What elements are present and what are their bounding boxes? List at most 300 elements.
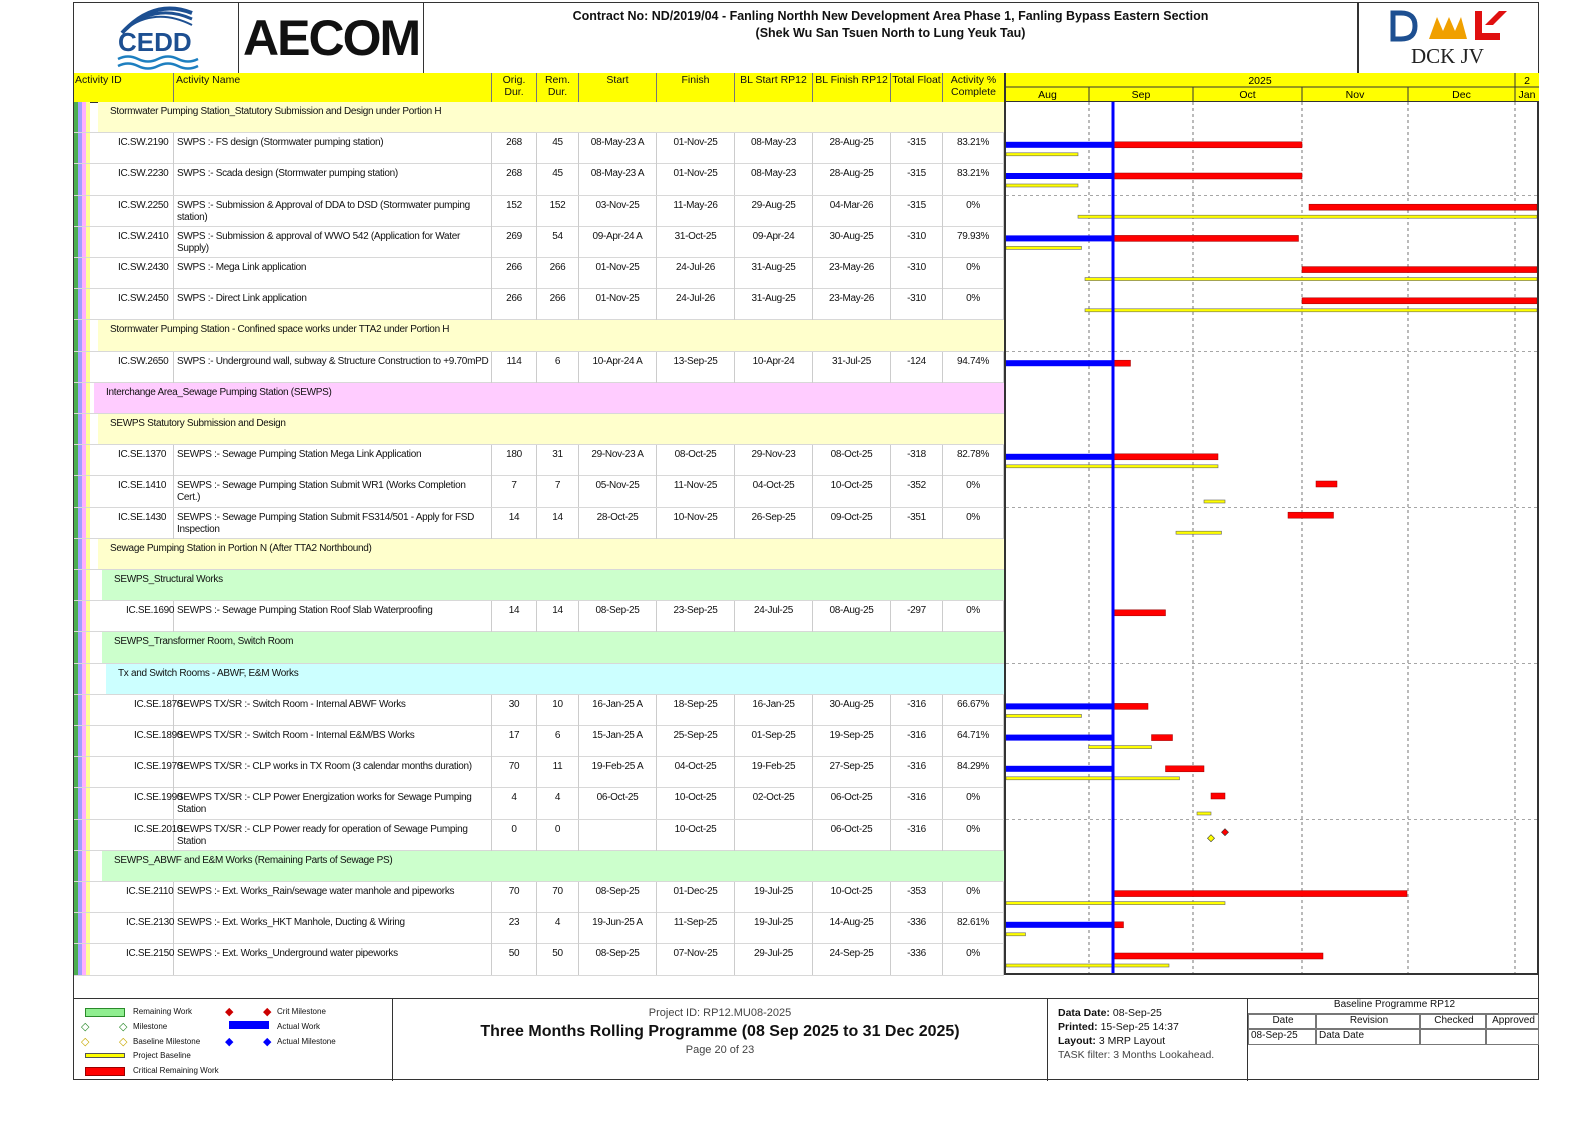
table-row[interactable] — [74, 601, 1004, 632]
actual-milestone-icon: ◆ — [225, 1036, 234, 1048]
baseline-bar — [1085, 278, 1537, 281]
cell-rd: 31 — [537, 445, 579, 476]
cell-name: SEWPS :- Sewage Pumping Station Mega Link Application — [174, 445, 492, 476]
table-row[interactable] — [74, 352, 1004, 383]
cell-finish: 31-Oct-25 — [657, 227, 735, 258]
activity-table — [74, 102, 1004, 975]
cell-id: IC.SW.2410 — [98, 227, 174, 258]
cell-rd: 54 — [537, 227, 579, 258]
rev-header-checked: Checked — [1420, 1014, 1486, 1029]
cell-pc: 0% — [943, 944, 1004, 975]
wbs-band[interactable] — [74, 570, 1004, 601]
cell-finish: 01-Dec-25 — [657, 882, 735, 913]
cell-id: IC.SE.1870 — [106, 695, 174, 726]
printed-date: 15-Sep-25 14:37 — [1100, 1021, 1179, 1033]
cell-blf: 30-Aug-25 — [813, 695, 891, 726]
cell-id: IC.SE.2110 — [102, 882, 174, 913]
cell-blf: 24-Sep-25 — [813, 944, 891, 975]
cell-blf: 23-May-26 — [813, 289, 891, 320]
legend-critical-swatch — [85, 1067, 125, 1076]
col-activity-name[interactable]: Activity Name — [174, 73, 492, 102]
critical-bar — [1113, 703, 1148, 709]
cell-bls: 29-Nov-23 — [735, 445, 813, 476]
rev-header-approved: Approved — [1486, 1014, 1539, 1029]
cell-pc: 82.61% — [943, 913, 1004, 944]
cell-start: 09-Apr-24 A — [579, 227, 657, 258]
cell-id: IC.SE.1690 — [102, 601, 174, 632]
cell-finish: 24-Jul-26 — [657, 258, 735, 289]
cell-od: 17 — [492, 726, 537, 757]
contract-line-2: (Shek Wu San Tsuen North to Lung Yeuk Tau) — [755, 26, 1026, 40]
cell-id: IC.SE.1410 — [98, 476, 174, 507]
cell-od: 7 — [492, 476, 537, 507]
cell-start: 08-Sep-25 — [579, 944, 657, 975]
level-stripe — [86, 445, 90, 475]
critical-bar — [1302, 298, 1537, 304]
legend-box — [73, 999, 393, 1081]
cell-bls: 01-Sep-25 — [735, 726, 813, 757]
critical-bar — [1113, 454, 1218, 460]
gantt-svg — [1006, 102, 1537, 973]
cell-name: SEWPS :- Sewage Pumping Station Submit WR1 (Works Completion Cert.) — [174, 476, 492, 507]
cell-rd: 0 — [537, 820, 579, 851]
project-id: Project ID: RP12.MU08-2025 — [648, 1007, 792, 1019]
table-row[interactable] — [74, 882, 1004, 913]
cell-start: 08-May-23 A — [579, 133, 657, 164]
table-row[interactable] — [74, 695, 1004, 726]
cell-pc: 0% — [943, 508, 1004, 539]
col-bl-finish[interactable]: BL Finish RP12 — [813, 73, 891, 102]
level-stripe — [86, 414, 90, 444]
level-stripe — [86, 820, 90, 850]
level-stripe — [86, 913, 90, 943]
rev-header-revision: Revision — [1316, 1014, 1420, 1029]
cell-od: 180 — [492, 445, 537, 476]
cell-id: IC.SE.2150 — [102, 944, 174, 975]
critical-bar — [1113, 360, 1131, 366]
table-row[interactable] — [74, 820, 1004, 851]
table-row[interactable] — [74, 445, 1004, 476]
cell-name: SEWPS TX/SR :- Switch Room - Internal E&M/BS Works — [174, 726, 492, 757]
level-stripe — [86, 289, 90, 319]
dck-logo-text: DCK JV — [1411, 44, 1484, 68]
cell-rd: 152 — [537, 196, 579, 227]
cell-pc: 66.67% — [943, 695, 1004, 726]
critical-bar — [1316, 481, 1337, 487]
level-stripe — [86, 164, 90, 194]
cell-tf: -310 — [891, 258, 943, 289]
cedd-logo-graphic — [74, 3, 239, 73]
cell-name: SEWPS :- Ext. Works_Underground water pipeworks — [174, 944, 492, 975]
critical-bar — [1211, 793, 1225, 799]
legend-actual-swatch — [229, 1021, 269, 1029]
rev-approved — [1486, 1029, 1539, 1045]
cell-od: 50 — [492, 944, 537, 975]
wbs-band[interactable] — [74, 414, 1004, 445]
baseline-bar — [1006, 902, 1225, 905]
milestone-icon: ◇ — [81, 1021, 90, 1033]
baseline-bar — [1085, 309, 1537, 312]
level-stripe — [86, 476, 90, 506]
cell-pc: 82.78% — [943, 445, 1004, 476]
cell-start — [579, 820, 657, 851]
cell-start: 03-Nov-25 — [579, 196, 657, 227]
critical-bar — [1166, 766, 1205, 772]
cell-od: 14 — [492, 601, 537, 632]
cell-tf: -310 — [891, 227, 943, 258]
critical-bar — [1113, 953, 1323, 959]
cell-blf: 28-Aug-25 — [813, 133, 891, 164]
cell-bls: 29-Jul-25 — [735, 944, 813, 975]
level-stripe — [86, 851, 90, 881]
wbs-band[interactable] — [74, 320, 1004, 351]
wbs-title: SEWPS_ABWF and E&M Works (Remaining Parts of Sewage PS) — [114, 854, 393, 866]
level-stripe — [86, 757, 90, 787]
cell-pc: 84.29% — [943, 757, 1004, 788]
cell-pc: 0% — [943, 476, 1004, 507]
wbs-title: Stormwater Pumping Station_Statutory Submission and Design under Portion H — [110, 106, 442, 117]
col-pct-complete[interactable]: Activity % Complete — [950, 74, 997, 98]
cell-bls: 31-Aug-25 — [735, 289, 813, 320]
level-stripe — [86, 632, 90, 662]
cell-tf: -316 — [891, 757, 943, 788]
cell-id: IC.SE.1990 — [106, 788, 174, 819]
cell-od: 70 — [492, 882, 537, 913]
level-stripe — [86, 664, 90, 694]
table-row[interactable] — [74, 913, 1004, 944]
actual-bar — [1006, 360, 1113, 366]
cell-tf: -315 — [891, 164, 943, 195]
milestone-icon-2: ◇ — [119, 1021, 128, 1033]
revision-block — [1248, 999, 1539, 1081]
cell-start: 08-Sep-25 — [579, 601, 657, 632]
report-footer — [73, 998, 1539, 1081]
baseline-bar — [1006, 964, 1169, 967]
cell-id: IC.SE.2130 — [102, 913, 174, 944]
cell-blf: 10-Oct-25 — [813, 476, 891, 507]
cell-finish: 01-Nov-25 — [657, 133, 735, 164]
year-label: 2025 — [1248, 75, 1272, 87]
wbs-band[interactable] — [74, 102, 1004, 133]
aecom-logo — [239, 3, 424, 73]
level-stripe — [86, 601, 90, 631]
critical-bar — [1113, 142, 1302, 148]
cell-finish: 10-Oct-25 — [657, 820, 735, 851]
legend-milestone: Milestone — [133, 1022, 168, 1031]
cell-tf: -315 — [891, 196, 943, 227]
contract-line-1: Contract No: ND/2019/04 - Fanling Northh New Development Area Phase 1, Fanling Bypass Eastern Section — [572, 9, 1209, 23]
table-row[interactable] — [74, 726, 1004, 757]
cell-id: IC.SE.1970 — [106, 757, 174, 788]
cell-finish: 25-Sep-25 — [657, 726, 735, 757]
level-stripe — [86, 882, 90, 912]
baseline-milestone-icon: ◇ — [81, 1036, 90, 1048]
table-row[interactable] — [74, 289, 1004, 320]
cell-pc: 94.74% — [943, 352, 1004, 383]
level-stripe — [86, 539, 90, 569]
cell-bls: 19-Jul-25 — [735, 913, 813, 944]
critical-bar — [1309, 204, 1537, 210]
cell-blf: 19-Sep-25 — [813, 726, 891, 757]
cell-start: 05-Nov-25 — [579, 476, 657, 507]
cell-bls: 16-Jan-25 — [735, 695, 813, 726]
actual-bar — [1006, 142, 1113, 148]
baseline-bar — [1006, 714, 1082, 717]
cell-id: IC.SE.1370 — [98, 445, 174, 476]
crit-milestone-icon: ◆ — [225, 1006, 234, 1018]
table-row[interactable] — [74, 788, 1004, 819]
cell-rd: 14 — [537, 601, 579, 632]
wbs-band[interactable] — [74, 851, 1004, 882]
cell-id: IC.SW.2250 — [98, 196, 174, 227]
table-row[interactable] — [74, 508, 1004, 539]
layout-label: Layout: — [1058, 1035, 1096, 1047]
cell-tf: -352 — [891, 476, 943, 507]
cell-name: SEWPS TX/SR :- CLP Power ready for operation of Sewage Pumping Station — [174, 820, 492, 851]
baseline-title: Baseline Programme RP12 — [1248, 999, 1539, 1014]
cell-name: SWPS :- Scada design (Stormwater pumping station) — [174, 164, 492, 195]
table-row[interactable] — [74, 164, 1004, 195]
cell-tf: -351 — [891, 508, 943, 539]
cell-bls — [735, 820, 813, 851]
baseline-milestone — [1208, 835, 1215, 842]
cell-rd: 266 — [537, 258, 579, 289]
table-row[interactable] — [74, 227, 1004, 258]
cell-od: 0 — [492, 820, 537, 851]
cedd-logo — [74, 3, 239, 73]
wbs-title: Tx and Switch Rooms - ABWF, E&M Works — [118, 667, 299, 679]
wbs-title: SEWPS Statutory Submission and Design — [110, 418, 286, 429]
cell-bls: 08-May-23 — [735, 164, 813, 195]
cell-id: IC.SE.1890 — [106, 726, 174, 757]
cell-finish: 07-Nov-25 — [657, 944, 735, 975]
cell-od: 14 — [492, 508, 537, 539]
month-label: Nov — [1345, 89, 1365, 101]
level-stripe — [86, 695, 90, 725]
actual-bar — [1006, 173, 1113, 179]
wbs-title: SEWPS_Transformer Room, Switch Room — [114, 636, 294, 648]
cell-rd: 4 — [537, 788, 579, 819]
cell-start: 19-Jun-25 A — [579, 913, 657, 944]
cell-name: SWPS :- Underground wall, subway & Structure Construction to +9.70mPD — [174, 352, 492, 383]
cell-tf: -316 — [891, 695, 943, 726]
cell-blf: 14-Aug-25 — [813, 913, 891, 944]
cell-blf: 28-Aug-25 — [813, 164, 891, 195]
level-stripe — [86, 570, 90, 600]
wbs-band[interactable] — [74, 664, 1004, 695]
cell-blf: 09-Oct-25 — [813, 508, 891, 539]
level-stripe — [86, 258, 90, 288]
cell-name: SEWPS TX/SR :- CLP works in TX Room (3 calendar months duration) — [174, 757, 492, 788]
cell-rd: 266 — [537, 289, 579, 320]
cell-finish: 11-Nov-25 — [657, 476, 735, 507]
baseline-bar — [1176, 531, 1222, 534]
cell-id: IC.SW.2230 — [98, 164, 174, 195]
table-row[interactable] — [74, 757, 1004, 788]
cell-bls: 24-Jul-25 — [735, 601, 813, 632]
cell-pc: 0% — [943, 258, 1004, 289]
wbs-title: SEWPS_Structural Works — [114, 574, 223, 585]
cell-tf: -310 — [891, 289, 943, 320]
cell-tf: -316 — [891, 788, 943, 819]
cell-od: 30 — [492, 695, 537, 726]
level-stripe — [86, 508, 90, 538]
level-stripe — [86, 320, 90, 350]
cell-od: 70 — [492, 757, 537, 788]
table-row[interactable] — [74, 196, 1004, 227]
cell-rd: 50 — [537, 944, 579, 975]
cell-rd: 6 — [537, 352, 579, 383]
cell-pc: 79.93% — [943, 227, 1004, 258]
cell-rd: 7 — [537, 476, 579, 507]
cell-blf: 10-Oct-25 — [813, 882, 891, 913]
page-number: Page 20 of 23 — [685, 1044, 755, 1056]
baseline-bar — [1089, 746, 1152, 749]
critical-bar — [1288, 512, 1334, 518]
actual-bar — [1006, 454, 1113, 460]
cell-tf: -297 — [891, 601, 943, 632]
cell-finish: 08-Oct-25 — [657, 445, 735, 476]
cell-blf: 04-Mar-26 — [813, 196, 891, 227]
cell-rd: 45 — [537, 133, 579, 164]
table-row[interactable] — [74, 944, 1004, 975]
cell-pc: 0% — [943, 196, 1004, 227]
cell-od: 268 — [492, 164, 537, 195]
timescale-header — [1004, 73, 1539, 102]
cell-id: IC.SW.2650 — [98, 352, 174, 383]
cell-name: SEWPS TX/SR :- CLP Power Energization works for Sewage Pumping Station — [174, 788, 492, 819]
level-stripe — [86, 133, 90, 163]
cell-start: 10-Apr-24 A — [579, 352, 657, 383]
baseline-bar — [1204, 500, 1225, 503]
critical-milestone — [1222, 829, 1229, 836]
cell-bls: 26-Sep-25 — [735, 508, 813, 539]
cell-blf: 30-Aug-25 — [813, 227, 891, 258]
printed-label: Printed: — [1058, 1021, 1098, 1033]
cell-name: SEWPS TX/SR :- Switch Room - Internal ABWF Works — [174, 695, 492, 726]
cell-rd: 4 — [537, 913, 579, 944]
level-stripe — [86, 227, 90, 257]
critical-bar — [1113, 610, 1166, 616]
cell-od: 268 — [492, 133, 537, 164]
cell-bls: 10-Apr-24 — [735, 352, 813, 383]
contract-title-box — [424, 3, 1358, 73]
rev-checked — [1420, 1029, 1486, 1045]
col-bl-start[interactable]: BL Start RP12 — [735, 73, 813, 102]
dck-logo — [1358, 3, 1538, 73]
col-start[interactable]: Start — [579, 73, 657, 102]
cell-bls: 08-May-23 — [735, 133, 813, 164]
level-stripe — [86, 352, 90, 382]
cell-od: 114 — [492, 352, 537, 383]
cell-blf: 06-Oct-25 — [813, 788, 891, 819]
cell-finish: 11-Sep-25 — [657, 913, 735, 944]
cell-start: 01-Nov-25 — [579, 258, 657, 289]
cell-finish: 18-Sep-25 — [657, 695, 735, 726]
baseline-bar — [1006, 153, 1078, 156]
cell-bls: 09-Apr-24 — [735, 227, 813, 258]
month-label: Oct — [1239, 89, 1256, 101]
col-rem-dur[interactable]: Rem. Dur. — [537, 73, 579, 102]
cell-finish: 04-Oct-25 — [657, 757, 735, 788]
cell-od: 269 — [492, 227, 537, 258]
cell-start: 01-Nov-25 — [579, 289, 657, 320]
legend-crit-milestone: Crit Milestone — [277, 1007, 326, 1016]
cell-blf: 27-Sep-25 — [813, 757, 891, 788]
wbs-band[interactable] — [74, 632, 1004, 663]
col-total-float[interactable]: Total Float — [891, 73, 943, 102]
critical-bar — [1113, 235, 1299, 241]
cell-name: SWPS :- Direct Link application — [174, 289, 492, 320]
wbs-band[interactable] — [74, 383, 1004, 414]
cell-tf: -124 — [891, 352, 943, 383]
cell-id: IC.SW.2430 — [98, 258, 174, 289]
layout-name: 3 MRP Layout — [1098, 1035, 1166, 1047]
wbs-title: Sewage Pumping Station in Portion N (After TTA2 Northbound) — [110, 542, 372, 554]
cell-rd: 10 — [537, 695, 579, 726]
cell-start: 28-Oct-25 — [579, 508, 657, 539]
cell-name: SEWPS :- Sewage Pumping Station Submit FS314/501 - Apply for FSD Inspection — [174, 508, 492, 539]
cell-od: 152 — [492, 196, 537, 227]
rev-date: 08-Sep-25 — [1248, 1029, 1316, 1045]
cell-tf: -353 — [891, 882, 943, 913]
cell-start: 08-May-23 A — [579, 164, 657, 195]
cell-rd: 14 — [537, 508, 579, 539]
col-finish[interactable]: Finish — [657, 73, 735, 102]
cell-bls: 04-Oct-25 — [735, 476, 813, 507]
cell-name: SEWPS :- Sewage Pumping Station Roof Slab Waterproofing — [174, 601, 492, 632]
cell-name: SWPS :- FS design (Stormwater pumping station) — [174, 133, 492, 164]
col-activity-id[interactable]: Activity ID — [74, 73, 174, 102]
col-orig-dur[interactable]: Orig. Dur. — [492, 73, 537, 102]
critical-bar — [1113, 173, 1302, 179]
cell-rd: 70 — [537, 882, 579, 913]
table-row[interactable] — [74, 476, 1004, 507]
critical-bar — [1152, 735, 1173, 741]
timescale-svg — [1006, 73, 1539, 102]
actual-bar — [1006, 235, 1113, 241]
cell-finish: 11-May-26 — [657, 196, 735, 227]
actual-bar — [1006, 703, 1113, 709]
baseline-bar — [1006, 246, 1082, 249]
level-stripe — [86, 383, 90, 413]
cell-start: 29-Nov-23 A — [579, 445, 657, 476]
table-row[interactable] — [74, 258, 1004, 289]
actual-bar — [1006, 922, 1113, 928]
cell-start: 19-Feb-25 A — [579, 757, 657, 788]
report-header — [74, 3, 1538, 74]
legend-baseline-swatch — [85, 1053, 125, 1058]
baseline-bar — [1078, 215, 1537, 218]
cell-finish: 01-Nov-25 — [657, 164, 735, 195]
level-stripe — [86, 944, 90, 974]
cell-name: SWPS :- Submission & approval of WWO 542 (Application for Water Supply) — [174, 227, 492, 258]
cell-blf: 23-May-26 — [813, 258, 891, 289]
cell-pc: 0% — [943, 820, 1004, 851]
critical-bar — [1113, 922, 1124, 928]
cell-id: IC.SE.2010 — [106, 820, 174, 851]
legend-actual-milestone: Actual Milestone — [277, 1037, 336, 1046]
cell-finish: 10-Oct-25 — [657, 788, 735, 819]
legend-remaining: Remaining Work — [133, 1007, 192, 1016]
table-row[interactable] — [74, 133, 1004, 164]
cell-pc: 0% — [943, 289, 1004, 320]
dck-logo-graphic — [1359, 3, 1539, 73]
cell-id: IC.SW.2450 — [98, 289, 174, 320]
cell-blf: 31-Jul-25 — [813, 352, 891, 383]
legend-baseline-milestone: Baseline Milestone — [133, 1037, 201, 1046]
wbs-band[interactable] — [74, 539, 1004, 570]
